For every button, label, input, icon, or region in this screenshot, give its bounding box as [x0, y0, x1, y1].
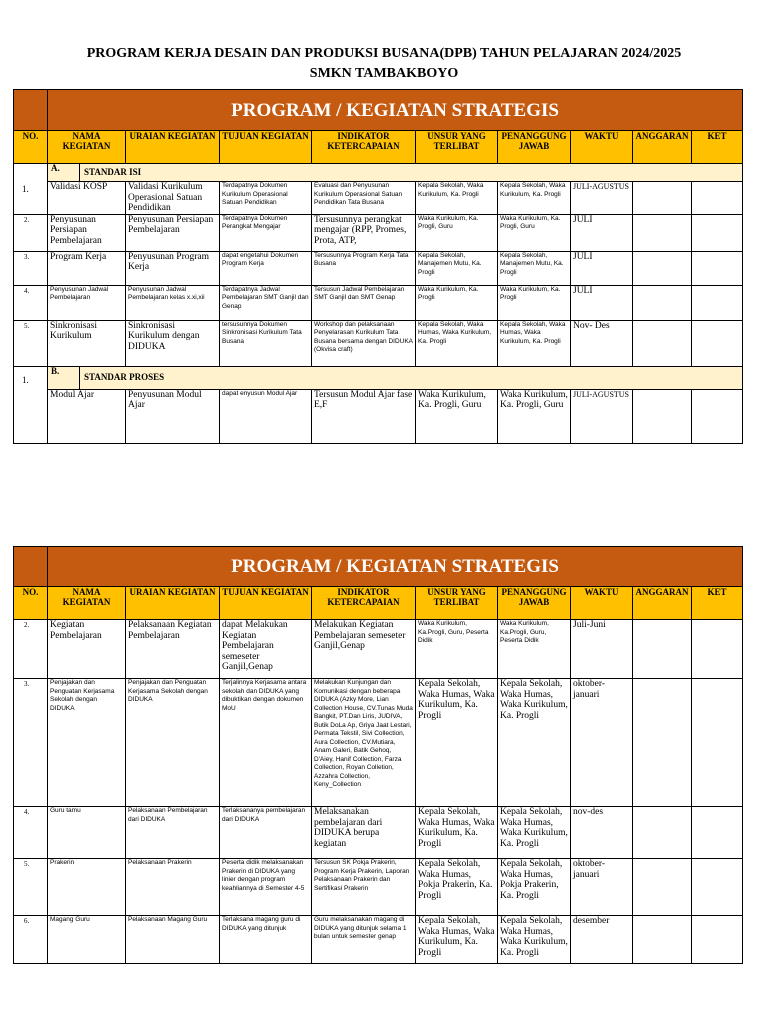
cell-waktu: JULI — [571, 214, 633, 251]
cell-no: 2. — [14, 214, 48, 251]
cell-pj: Kepala Sekolah, Waka Kurikulum, Ka. Progli — [498, 182, 571, 215]
cell-pj: Waka Kurikulum, Ka. Progli, Guru — [498, 389, 571, 443]
cell-uraian: Penjajakan dan Penguatan Kerjasama Sekolah dengan DIDUKA — [126, 679, 220, 807]
header-tujuan: TUJUAN KEGIATAN — [220, 587, 312, 620]
cell-uraian: Penyusunan Jadwal Pembelajaran kelas x.xi,xii — [126, 285, 220, 320]
cell-indikator: Tersusun SK Pokja Prakerin, Program Kerja Prakerin, Laporan Pelaksanaan Prakerin dan Sertifikasi Prakerin — [312, 859, 416, 916]
cell-uraian: Penyusunan Persiapan Pembelajaran — [126, 214, 220, 251]
cell-waktu: JULI-AGUSTUS — [571, 182, 633, 215]
cell-unsur: Kepala Sekolah, Waka Humas, Waka Kurikulum, Ka. Progli — [416, 916, 498, 964]
header-anggaran: ANGGARAN — [633, 587, 692, 620]
header-unsur: UNSUR YANG TERLIBAT — [416, 587, 498, 620]
cell-uraian: Penyusunan Program Kerja — [126, 251, 220, 285]
cell-no: 6. — [14, 916, 48, 964]
cell-tujuan: tersusunnya Dokumen Sinkronisasi Kurikulum Tata Busana — [220, 320, 312, 366]
cell-ket — [692, 251, 743, 285]
header-uraian: URAIAN KEGIATAN — [126, 131, 220, 164]
cell-unsur: Waka Kurikulum, Ka.Progli, Guru, Peserta Didik — [416, 620, 498, 679]
section-row-standar-proses — [14, 366, 743, 389]
section-number: 1. — [14, 164, 48, 215]
cell-indikator: Tersusun Jadwal Pembelajaran SMT Ganjil dan SMT Genap — [312, 285, 416, 320]
header-unsur: UNSUR YANG TERLIBAT — [416, 131, 498, 164]
cell-pj: Kepala Sekolah, Waka Humas, Waka Kurikulum, Ka. Progli — [498, 807, 571, 859]
cell-pj: Kepala Sekolah, Waka Humas, Waka Kurikulum, Ka. Progli — [498, 320, 571, 366]
header-nama: NAMA KEGIATAN — [48, 587, 126, 620]
header-row — [14, 587, 743, 620]
header-nama: NAMA KEGIATAN — [48, 131, 126, 164]
cell-ket — [692, 807, 743, 859]
cell-uraian: Pelaksanaan Pembelajaran dari DIDUKA — [126, 807, 220, 859]
header-pj: PENANGGUNG JAWAB — [498, 587, 571, 620]
table-row — [14, 679, 743, 807]
header-pj: PENANGGUNG JAWAB — [498, 131, 571, 164]
cell-nama: Penyusunan Jadwal Pembelajaran — [48, 285, 126, 320]
header-indikator: INDIKATOR KETERCAPAIAN — [312, 131, 416, 164]
cell-indikator: Tersusun Modul Ajar fase E,F — [312, 389, 416, 443]
cell-unsur: Kepala Sekolah, Waka Humas, Pokja Prakerin, Ka. Progli — [416, 859, 498, 916]
cell-tujuan: dapat Melakukan Kegiatan Pembelajaran semeseter Ganjil,Genap — [220, 620, 312, 679]
cell-unsur: Waka Kurikulum, Ka. Progli, Guru — [416, 389, 498, 443]
cell-anggaran — [633, 182, 692, 215]
cell-indikator: Workshop dan pelaksanaan Penyelarasan Kurikulum Tata Busana bersama dengan DIDUKA (Okvisa craft) — [312, 320, 416, 366]
section-number: 1. — [14, 366, 48, 443]
cell-anggaran — [633, 620, 692, 679]
cell-tujuan: dapat enyusun Modul Ajar — [220, 389, 312, 443]
header-ket: KET — [692, 587, 743, 620]
table-row — [14, 859, 743, 916]
cell-waktu: oktober-januari — [571, 859, 633, 916]
cell-nama: Penyusunan Persiapan Pembelajaran — [48, 214, 126, 251]
cell-pj: Waka Kurikulum, Ka. Progli — [498, 285, 571, 320]
cell-unsur: Waka Kurikulum, Ka. Progli, Guru — [416, 214, 498, 251]
cell-indikator: Tersusunnya perangkat mengajar (RPP, Promes, Prota, ATP, — [312, 214, 416, 251]
cell-anggaran — [633, 251, 692, 285]
cell-ket — [692, 182, 743, 215]
section-letter: A. — [48, 164, 80, 181]
cell-no: 3. — [14, 679, 48, 807]
cell-ket — [692, 620, 743, 679]
table-row — [14, 214, 743, 251]
cell-no: 5. — [14, 320, 48, 366]
cell-indikator: Melaksanakan pembelajaran dari DIDUKA berupa kegiatan — [312, 807, 416, 859]
banner-left-cell — [14, 547, 48, 587]
cell-nama: Validasi KOSP — [48, 182, 126, 215]
cell-unsur: Waka Kurikulum, Ka. Progli — [416, 285, 498, 320]
banner-left-cell — [14, 90, 48, 131]
cell-tujuan: dapat engetahui Dokumen Program Kerja — [220, 251, 312, 285]
cell-nama: Modul Ajar — [48, 389, 126, 443]
cell-no: 2. — [14, 620, 48, 679]
cell-waktu: nov-des — [571, 807, 633, 859]
cell-pj: Kepala Sekolah, Waka Humas, Pokja Prakerin, Ka. Progli — [498, 859, 571, 916]
cell-waktu: JULI — [571, 285, 633, 320]
section-cell — [48, 366, 743, 389]
cell-no: 5. — [14, 859, 48, 916]
cell-pj: Kepala Sekolah, Waka Humas, Waka Kurikulum, Ka. Progli — [498, 916, 571, 964]
section-label: STANDAR ISI — [84, 167, 142, 177]
cell-no: 4. — [14, 285, 48, 320]
section-cell — [48, 164, 743, 182]
cell-unsur: Kepala Sekolah, Waka Humas, Waka Kurikulum, Ka. Progli — [416, 320, 498, 366]
cell-nama: Prakerin — [48, 859, 126, 916]
cell-uraian: Pelaksanaan Prakerin — [126, 859, 220, 916]
table-row — [14, 389, 743, 443]
cell-anggaran — [633, 807, 692, 859]
cell-anggaran — [633, 916, 692, 964]
cell-tujuan: Terjalinnya Kerjasama antara sekolah dan DIDUKA yang dibuktikan dengan dokumen MoU — [220, 679, 312, 807]
cell-anggaran — [633, 320, 692, 366]
cell-waktu: JULI-AGUSTUS — [571, 389, 633, 443]
cell-nama: Magang Guru — [48, 916, 126, 964]
header-anggaran: ANGGARAN — [633, 131, 692, 164]
cell-waktu: Nov- Des — [571, 320, 633, 366]
school-name: SMKN TAMBAKBOYO — [309, 66, 459, 81]
program-table-2 — [13, 546, 743, 964]
cell-unsur: Kepala Sekolah, Waka Humas, Waka Kurikulum, Ka. Progli — [416, 807, 498, 859]
cell-pj: Waka Kurikulum, Ka. Progli, Guru — [498, 214, 571, 251]
section-row-standar-isi — [14, 164, 743, 182]
cell-unsur: Kepala Sekolah, Waka Kurikulum, Ka. Progli — [416, 182, 498, 215]
table-row — [14, 285, 743, 320]
cell-waktu: oktober-januari — [571, 679, 633, 807]
cell-pj: Kepala Sekolah, Manajemen Mutu, Ka. Progli — [498, 251, 571, 285]
cell-indikator: Melakukan Kunjungan dan Komunikasi dengan beberapa DIDUKA (Azky More, Lian Collection House, CV.Tunas Muda Bangkit, PT.Dan Liris, JUDIVA, Butik DoLa Ap, Griya Jaat Lestari, Permata Tekstil, Sivi Collection, Aura Collection, CV.Mutiara, Anam Galeri, Batik Gehoq, D'Aiey, Hanif Collection, Farza Collection, Royan Colletion, Azzahra Collection, Keny_Collection — [312, 679, 416, 807]
cell-waktu: JULI — [571, 251, 633, 285]
document-title: PROGRAM KERJA DESAIN DAN PRODUKSI BUSANA(DPB) TAHUN PELAJARAN 2024/2025 — [86, 46, 682, 61]
header-tujuan: TUJUAN KEGIATAN — [220, 131, 312, 164]
cell-uraian: Pelaksanaan Magang Guru — [126, 916, 220, 964]
cell-uraian: Pelaksanaan Kegiatan Pembelajaran — [126, 620, 220, 679]
section-label: STANDAR PROSES — [84, 371, 165, 382]
table-row — [14, 320, 743, 366]
header-no: NO. — [14, 131, 48, 164]
header-row — [14, 131, 743, 164]
cell-tujuan: Terlaksana magang guru di DIDUKA yang ditunjuk — [220, 916, 312, 964]
cell-anggaran — [633, 679, 692, 807]
cell-unsur: Kepala Sekolah, Waka Humas, Waka Kurikulum, Ka. Progli — [416, 679, 498, 807]
cell-uraian: Sinkronisasi Kurikulum dengan DIDUKA — [126, 320, 220, 366]
table-row — [14, 916, 743, 964]
cell-no: 4. — [14, 807, 48, 859]
header-no: NO. — [14, 587, 48, 620]
cell-nama: Sinkronisasi Kurikulum — [48, 320, 126, 366]
cell-tujuan: Terdapatnya Dokumen Perangkat Mengajar — [220, 214, 312, 251]
cell-ket — [692, 859, 743, 916]
table-row — [14, 620, 743, 679]
table-row — [14, 182, 743, 215]
cell-nama: Kegiatan Pembelajaran — [48, 620, 126, 679]
cell-anggaran — [633, 859, 692, 916]
section-letter: B. — [48, 367, 80, 389]
cell-tujuan: Terlaksananya pembelajaran dari DIDUKA — [220, 807, 312, 859]
cell-nama: Penjajakan dan Penguatan Kerjasama Sekolah dengan DIDUKA — [48, 679, 126, 807]
cell-unsur: Kepala Sekolah, Manajemen Mutu, Ka. Progli — [416, 251, 498, 285]
cell-pj: Kepala Sekolah, Waka Humas, Waka Kurikulum, Ka. Progli — [498, 679, 571, 807]
cell-ket — [692, 320, 743, 366]
cell-uraian: Validasi Kurikulum Operasional Satuan Pendidikan — [126, 182, 220, 215]
cell-ket — [692, 285, 743, 320]
cell-ket — [692, 916, 743, 964]
cell-waktu: desember — [571, 916, 633, 964]
cell-indikator: Tersusunnya Program Kerja Tata Busana — [312, 251, 416, 285]
table-row — [14, 251, 743, 285]
cell-ket — [692, 389, 743, 443]
cell-waktu: Juli-Juni — [571, 620, 633, 679]
header-waktu: WAKTU — [571, 131, 633, 164]
cell-nama: Guru tamu — [48, 807, 126, 859]
cell-anggaran — [633, 214, 692, 251]
cell-anggaran — [633, 285, 692, 320]
cell-tujuan: Peserta didik melaksanakan Prakerin di DIDUKA yang linier dengan program keahliannya di Semester 4-5 — [220, 859, 312, 916]
header-waktu: WAKTU — [571, 587, 633, 620]
cell-tujuan: Terdapatnya Jadwal Pembelajaran SMT Ganjil dan Genap — [220, 285, 312, 320]
cell-pj: Waka Kurikulum, Ka.Progli, Guru, Peserta Didik — [498, 620, 571, 679]
cell-no: 3. — [14, 251, 48, 285]
banner-title: PROGRAM / KEGIATAN STRATEGIS — [48, 547, 743, 587]
table-row — [14, 807, 743, 859]
cell-indikator: Guru melaksanakan magang di DIDUKA yang ditunjuk selama 1 bulan untuk semester genap — [312, 916, 416, 964]
cell-indikator: Melakukan Kegiatan Pembelajaran semeseter Ganjil,Genap — [312, 620, 416, 679]
cell-anggaran — [633, 389, 692, 443]
cell-ket — [692, 679, 743, 807]
header-uraian: URAIAN KEGIATAN — [126, 587, 220, 620]
header-indikator: INDIKATOR KETERCAPAIAN — [312, 587, 416, 620]
cell-tujuan: Terdapatnya Dokumen Kurikulum Operasional Satuan Pendidikan — [220, 182, 312, 215]
cell-uraian: Penyusunan Modul Ajar — [126, 389, 220, 443]
cell-indikator: Evaluasi dan Penyusunan Kurikulum Operasional Satuan Pendidikan Tata Busana — [312, 182, 416, 215]
program-table-1 — [13, 89, 743, 444]
banner-title: PROGRAM / KEGIATAN STRATEGIS — [48, 90, 743, 131]
cell-nama: Program Kerja — [48, 251, 126, 285]
header-ket: KET — [692, 131, 743, 164]
cell-ket — [692, 214, 743, 251]
